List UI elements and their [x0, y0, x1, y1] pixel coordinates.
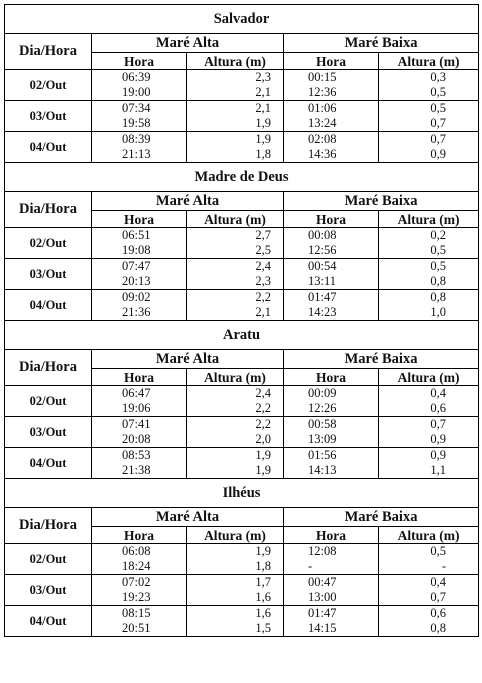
low-tide-height: 0,7 [379, 417, 479, 433]
mare-baixa-header: Maré Baixa [284, 508, 479, 527]
high-tide-height: 2,0 [187, 432, 284, 448]
low-tide-height: 0,8 [379, 290, 479, 306]
high-tide-time: 19:06 [92, 401, 187, 417]
mare-alta-header: Maré Alta [92, 508, 284, 527]
day-label: 02/Out [5, 386, 92, 417]
low-tide-height: 0,6 [379, 401, 479, 417]
altura-header: Altura (m) [379, 369, 479, 386]
city-name: Salvador [5, 5, 479, 34]
day-label: 03/Out [5, 575, 92, 606]
low-tide-time: 00:08 [284, 228, 379, 244]
high-tide-time: 06:39 [92, 70, 187, 86]
high-tide-height: 2,1 [187, 101, 284, 117]
hora-header: Hora [92, 53, 187, 70]
table-row [5, 228, 479, 244]
high-tide-height: 1,9 [187, 132, 284, 148]
table-row [5, 101, 479, 117]
header-row [5, 350, 479, 369]
low-tide-time: 00:09 [284, 386, 379, 402]
low-tide-height: 0,9 [379, 448, 479, 464]
high-tide-time: 08:53 [92, 448, 187, 464]
low-tide-time: 01:06 [284, 101, 379, 117]
high-tide-height: 1,9 [187, 448, 284, 464]
hora-header: Hora [284, 211, 379, 228]
city-name: Ilhéus [5, 479, 479, 508]
low-tide-time: 13:00 [284, 590, 379, 606]
day-label: 04/Out [5, 290, 92, 321]
mare-baixa-header: Maré Baixa [284, 192, 479, 211]
low-tide-time: 13:11 [284, 274, 379, 290]
high-tide-time: 07:34 [92, 101, 187, 117]
low-tide-height: 0,5 [379, 243, 479, 259]
day-label: 03/Out [5, 259, 92, 290]
hora-header: Hora [92, 527, 187, 544]
low-tide-height: 0,5 [379, 544, 479, 560]
high-tide-time: 18:24 [92, 559, 187, 575]
high-tide-time: 19:00 [92, 85, 187, 101]
high-tide-time: 21:36 [92, 305, 187, 321]
day-label: 02/Out [5, 544, 92, 575]
low-tide-height: 0,5 [379, 259, 479, 275]
low-tide-height: 0,3 [379, 70, 479, 86]
low-tide-height: 0,6 [379, 606, 479, 622]
high-tide-height: 2,1 [187, 305, 284, 321]
header-row [5, 34, 479, 53]
table-row [5, 606, 479, 622]
high-tide-time: 06:51 [92, 228, 187, 244]
high-tide-height: 1,6 [187, 590, 284, 606]
tide-table [4, 4, 479, 637]
table-row [5, 448, 479, 464]
low-tide-time: 14:13 [284, 463, 379, 479]
high-tide-time: 09:02 [92, 290, 187, 306]
low-tide-time: 01:47 [284, 290, 379, 306]
table-row [5, 544, 479, 560]
low-tide-height: - [379, 559, 479, 575]
table-row [5, 70, 479, 86]
low-tide-height: 1,0 [379, 305, 479, 321]
high-tide-height: 2,4 [187, 259, 284, 275]
high-tide-height: 2,7 [187, 228, 284, 244]
low-tide-height: 1,1 [379, 463, 479, 479]
high-tide-height: 1,9 [187, 116, 284, 132]
low-tide-time: 14:23 [284, 305, 379, 321]
high-tide-time: 20:13 [92, 274, 187, 290]
altura-header: Altura (m) [187, 527, 284, 544]
mare-alta-header: Maré Alta [92, 192, 284, 211]
table-row [5, 132, 479, 148]
high-tide-time: 21:13 [92, 147, 187, 163]
hora-header: Hora [284, 53, 379, 70]
city-title-row [5, 163, 479, 192]
high-tide-time: 19:23 [92, 590, 187, 606]
low-tide-height: 0,5 [379, 85, 479, 101]
high-tide-height: 2,3 [187, 274, 284, 290]
day-label: 03/Out [5, 101, 92, 132]
low-tide-time: 13:24 [284, 116, 379, 132]
high-tide-time: 20:51 [92, 621, 187, 637]
tide-document [4, 4, 478, 637]
city-name: Aratu [5, 321, 479, 350]
low-tide-time: 02:08 [284, 132, 379, 148]
day-label: 04/Out [5, 606, 92, 637]
low-tide-height: 0,9 [379, 147, 479, 163]
high-tide-height: 1,8 [187, 559, 284, 575]
high-tide-height: 1,9 [187, 463, 284, 479]
dia-hora-header: Dia/Hora [5, 34, 92, 70]
hora-header: Hora [284, 527, 379, 544]
high-tide-height: 1,6 [187, 606, 284, 622]
city-title-row [5, 479, 479, 508]
altura-header: Altura (m) [187, 369, 284, 386]
high-tide-time: 20:08 [92, 432, 187, 448]
high-tide-time: 21:38 [92, 463, 187, 479]
high-tide-time: 08:15 [92, 606, 187, 622]
hora-header: Hora [284, 369, 379, 386]
low-tide-time: 12:08 [284, 544, 379, 560]
low-tide-time: 12:56 [284, 243, 379, 259]
low-tide-time: 13:09 [284, 432, 379, 448]
high-tide-time: 08:39 [92, 132, 187, 148]
low-tide-height: 0,4 [379, 575, 479, 591]
high-tide-height: 1,9 [187, 544, 284, 560]
day-label: 04/Out [5, 132, 92, 163]
mare-baixa-header: Maré Baixa [284, 350, 479, 369]
high-tide-height: 1,8 [187, 147, 284, 163]
altura-header: Altura (m) [379, 53, 479, 70]
low-tide-height: 0,4 [379, 386, 479, 402]
high-tide-time: 19:58 [92, 116, 187, 132]
low-tide-height: 0,2 [379, 228, 479, 244]
low-tide-time: 00:54 [284, 259, 379, 275]
hora-header: Hora [92, 211, 187, 228]
altura-header: Altura (m) [187, 211, 284, 228]
city-title-row [5, 321, 479, 350]
low-tide-height: 0,8 [379, 274, 479, 290]
low-tide-time: 12:36 [284, 85, 379, 101]
day-label: 04/Out [5, 448, 92, 479]
low-tide-time: 00:58 [284, 417, 379, 433]
header-row [5, 192, 479, 211]
low-tide-height: 0,7 [379, 590, 479, 606]
high-tide-time: 06:08 [92, 544, 187, 560]
day-label: 03/Out [5, 417, 92, 448]
hora-header: Hora [92, 369, 187, 386]
high-tide-time: 07:41 [92, 417, 187, 433]
high-tide-height: 2,2 [187, 417, 284, 433]
low-tide-time: 12:26 [284, 401, 379, 417]
altura-header: Altura (m) [379, 211, 479, 228]
high-tide-height: 1,5 [187, 621, 284, 637]
high-tide-time: 06:47 [92, 386, 187, 402]
low-tide-time: 14:15 [284, 621, 379, 637]
tide-table-body [5, 5, 479, 637]
mare-baixa-header: Maré Baixa [284, 34, 479, 53]
altura-header: Altura (m) [379, 527, 479, 544]
high-tide-height: 1,7 [187, 575, 284, 591]
low-tide-height: 0,7 [379, 116, 479, 132]
high-tide-height: 2,5 [187, 243, 284, 259]
high-tide-height: 2,3 [187, 70, 284, 86]
day-label: 02/Out [5, 228, 92, 259]
table-row [5, 386, 479, 402]
low-tide-time: 01:56 [284, 448, 379, 464]
dia-hora-header: Dia/Hora [5, 508, 92, 544]
high-tide-height: 2,2 [187, 401, 284, 417]
altura-header: Altura (m) [187, 53, 284, 70]
low-tide-time: 00:15 [284, 70, 379, 86]
low-tide-height: 0,7 [379, 132, 479, 148]
high-tide-time: 07:47 [92, 259, 187, 275]
mare-alta-header: Maré Alta [92, 350, 284, 369]
low-tide-height: 0,8 [379, 621, 479, 637]
low-tide-time: 14:36 [284, 147, 379, 163]
low-tide-height: 0,5 [379, 101, 479, 117]
table-row [5, 575, 479, 591]
high-tide-time: 19:08 [92, 243, 187, 259]
table-row [5, 417, 479, 433]
low-tide-time: 00:47 [284, 575, 379, 591]
city-title-row [5, 5, 479, 34]
low-tide-height: 0,9 [379, 432, 479, 448]
dia-hora-header: Dia/Hora [5, 192, 92, 228]
header-row [5, 508, 479, 527]
low-tide-time: - [284, 559, 379, 575]
high-tide-height: 2,4 [187, 386, 284, 402]
day-label: 02/Out [5, 70, 92, 101]
low-tide-time: 01:47 [284, 606, 379, 622]
high-tide-height: 2,2 [187, 290, 284, 306]
high-tide-time: 07:02 [92, 575, 187, 591]
dia-hora-header: Dia/Hora [5, 350, 92, 386]
city-name: Madre de Deus [5, 163, 479, 192]
table-row [5, 290, 479, 306]
high-tide-height: 2,1 [187, 85, 284, 101]
mare-alta-header: Maré Alta [92, 34, 284, 53]
table-row [5, 259, 479, 275]
